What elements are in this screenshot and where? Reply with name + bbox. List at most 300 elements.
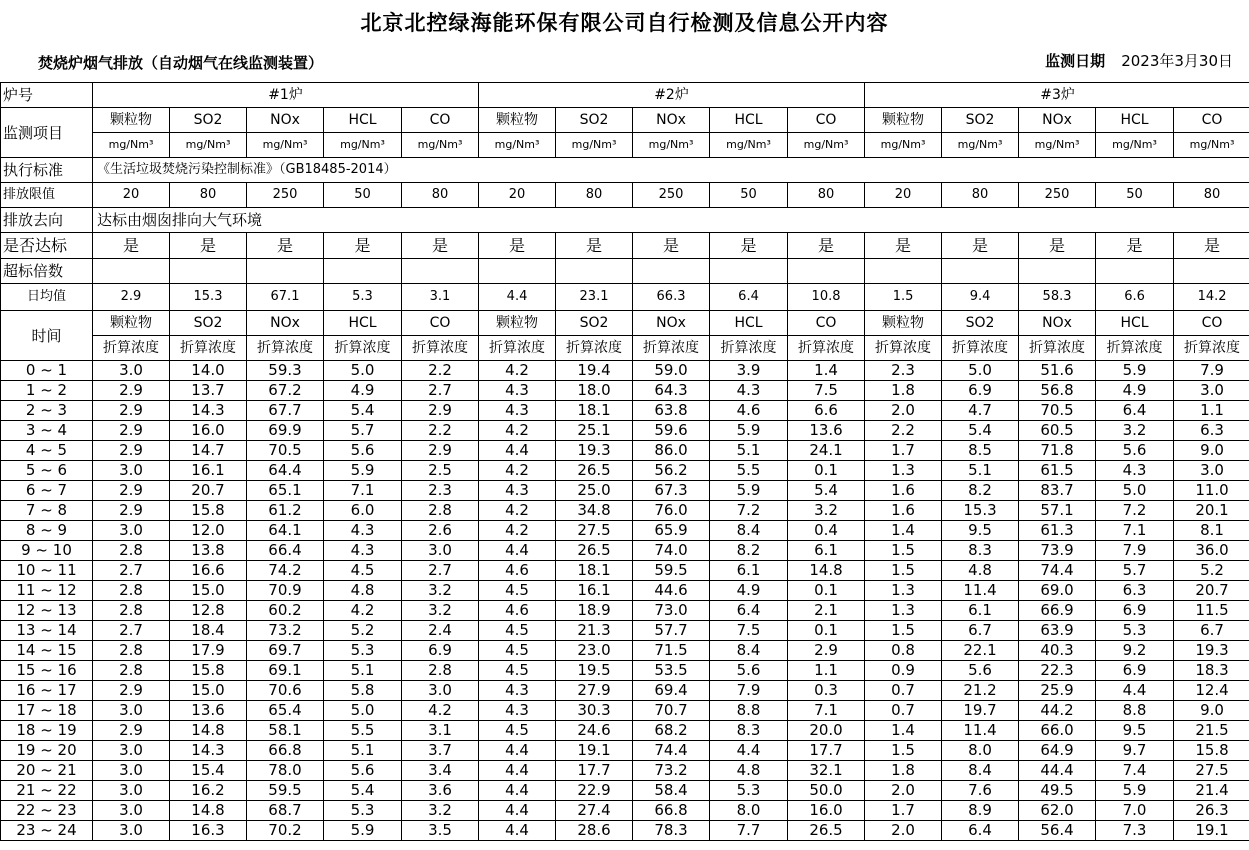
limit-value: 80 [556, 183, 633, 208]
value-cell: 14.7 [170, 441, 247, 461]
item-subheader: SO2 [556, 311, 633, 336]
converted-label: 折算浓度 [93, 336, 170, 361]
value-cell: 1.1 [788, 661, 865, 681]
value-cell: 4.9 [710, 581, 788, 601]
exceed-value [942, 259, 1019, 284]
value-cell: 2.8 [93, 661, 170, 681]
value-cell: 11.4 [942, 721, 1019, 741]
value-cell: 53.5 [633, 661, 710, 681]
limit-value: 80 [1174, 183, 1249, 208]
item-header: HCL [324, 108, 402, 133]
value-cell: 4.3 [479, 681, 556, 701]
value-cell: 70.5 [247, 441, 324, 461]
table-row [1, 401, 1249, 421]
value-cell: 4.3 [479, 481, 556, 501]
exceed-value [479, 259, 556, 284]
compliant-value: 是 [556, 233, 633, 259]
furnace-row-label: 炉号 [1, 83, 93, 108]
value-cell: 3.1 [402, 721, 479, 741]
value-cell: 8.5 [942, 441, 1019, 461]
table-row [1, 621, 1249, 641]
value-cell: 73.9 [1019, 541, 1096, 561]
value-cell: 5.9 [324, 461, 402, 481]
value-cell: 59.5 [633, 561, 710, 581]
value-cell: 8.2 [942, 481, 1019, 501]
page-title: 北京北控绿海能环保有限公司自行检测及信息公开内容 [360, 10, 889, 35]
time-cell: 3 ~ 4 [1, 421, 93, 441]
time-header: 时间 [1, 311, 93, 361]
value-cell: 6.1 [710, 561, 788, 581]
table-row [1, 521, 1249, 541]
value-cell: 9.0 [1174, 701, 1249, 721]
compliant-value: 是 [865, 233, 942, 259]
value-cell: 2.9 [402, 441, 479, 461]
value-cell: 74.0 [633, 541, 710, 561]
value-cell: 8.3 [710, 721, 788, 741]
item-header: NOx [1019, 108, 1096, 133]
table-row [1, 601, 1249, 621]
item-subheader: NOx [247, 311, 324, 336]
value-cell: 5.5 [324, 721, 402, 741]
unit-cell: mg/Nm³ [1096, 133, 1174, 158]
unit-cell: mg/Nm³ [479, 133, 556, 158]
value-cell: 44.2 [1019, 701, 1096, 721]
value-cell: 11.5 [1174, 601, 1249, 621]
exceed-value [170, 259, 247, 284]
table-row [1, 781, 1249, 801]
value-cell: 9.2 [1096, 641, 1174, 661]
value-cell: 4.2 [479, 501, 556, 521]
converted-label: 折算浓度 [1174, 336, 1249, 361]
value-cell: 5.4 [788, 481, 865, 501]
value-cell: 64.3 [633, 381, 710, 401]
value-cell: 15.8 [170, 501, 247, 521]
value-cell: 5.1 [324, 741, 402, 761]
value-cell: 2.7 [402, 381, 479, 401]
value-cell: 4.5 [324, 561, 402, 581]
value-cell: 12.0 [170, 521, 247, 541]
value-cell: 5.2 [1174, 561, 1249, 581]
value-cell: 7.9 [710, 681, 788, 701]
value-cell: 6.4 [1096, 401, 1174, 421]
value-cell: 4.3 [1096, 461, 1174, 481]
value-cell: 4.4 [479, 781, 556, 801]
compliant-value: 是 [1096, 233, 1174, 259]
value-cell: 60.5 [1019, 421, 1096, 441]
item-header: 颗粒物 [865, 108, 942, 133]
value-cell: 67.7 [247, 401, 324, 421]
value-cell: 66.4 [247, 541, 324, 561]
value-cell: 5.9 [324, 821, 402, 841]
value-cell: 4.3 [324, 521, 402, 541]
value-cell: 4.4 [479, 441, 556, 461]
time-cell: 17 ~ 18 [1, 701, 93, 721]
value-cell: 14.3 [170, 741, 247, 761]
value-cell: 3.6 [402, 781, 479, 801]
item-header: CO [402, 108, 479, 133]
value-cell: 4.5 [479, 621, 556, 641]
value-cell: 1.1 [1174, 401, 1249, 421]
item-subheader: SO2 [942, 311, 1019, 336]
value-cell: 5.9 [710, 481, 788, 501]
value-cell: 5.0 [942, 361, 1019, 381]
value-cell: 65.1 [247, 481, 324, 501]
value-cell: 4.4 [479, 761, 556, 781]
unit-cell: mg/Nm³ [402, 133, 479, 158]
value-cell: 63.8 [633, 401, 710, 421]
item-subheader: HCL [710, 311, 788, 336]
value-cell: 4.2 [479, 461, 556, 481]
item-header: SO2 [556, 108, 633, 133]
value-cell: 1.6 [865, 501, 942, 521]
monitoring-date [1045, 50, 1233, 71]
table-row [1, 661, 1249, 681]
value-cell: 3.0 [93, 761, 170, 781]
unit-cell: mg/Nm³ [633, 133, 710, 158]
value-cell: 5.4 [324, 781, 402, 801]
value-cell: 2.3 [402, 481, 479, 501]
value-cell: 15.3 [942, 501, 1019, 521]
value-cell: 5.6 [324, 761, 402, 781]
value-cell: 8.0 [710, 801, 788, 821]
value-cell: 5.0 [1096, 481, 1174, 501]
item-subheader: HCL [1096, 311, 1174, 336]
value-cell: 1.7 [865, 801, 942, 821]
table-row [1, 461, 1249, 481]
value-cell: 44.4 [1019, 761, 1096, 781]
time-cell: 2 ~ 3 [1, 401, 93, 421]
value-cell: 7.5 [710, 621, 788, 641]
value-cell: 25.0 [556, 481, 633, 501]
value-cell: 18.3 [1174, 661, 1249, 681]
value-cell: 20.7 [170, 481, 247, 501]
value-cell: 66.8 [633, 801, 710, 821]
value-cell: 40.3 [1019, 641, 1096, 661]
value-cell: 68.7 [247, 801, 324, 821]
value-cell: 2.9 [93, 441, 170, 461]
table-row [1, 761, 1249, 781]
value-cell: 66.0 [1019, 721, 1096, 741]
value-cell: 5.9 [1096, 361, 1174, 381]
value-cell: 1.7 [865, 441, 942, 461]
value-cell: 4.9 [324, 381, 402, 401]
value-cell: 8.8 [1096, 701, 1174, 721]
value-cell: 4.4 [479, 821, 556, 841]
value-cell: 5.4 [324, 401, 402, 421]
value-cell: 2.0 [865, 821, 942, 841]
value-cell: 74.4 [1019, 561, 1096, 581]
value-cell: 9.5 [942, 521, 1019, 541]
table-row [1, 821, 1249, 841]
value-cell: 22.9 [556, 781, 633, 801]
time-cell: 21 ~ 22 [1, 781, 93, 801]
value-cell: 5.9 [1096, 781, 1174, 801]
item-header: HCL [1096, 108, 1174, 133]
value-cell: 61.5 [1019, 461, 1096, 481]
furnace-1-header: #1炉 [93, 83, 479, 108]
value-cell: 6.9 [402, 641, 479, 661]
converted-label: 折算浓度 [479, 336, 556, 361]
value-cell: 2.8 [93, 541, 170, 561]
value-cell: 5.8 [324, 681, 402, 701]
compliant-value: 是 [633, 233, 710, 259]
value-cell: 3.0 [93, 741, 170, 761]
value-cell: 59.5 [247, 781, 324, 801]
value-cell: 19.1 [556, 741, 633, 761]
value-cell: 5.6 [1096, 441, 1174, 461]
daily-avg-value: 9.4 [942, 284, 1019, 311]
value-cell: 0.8 [865, 641, 942, 661]
limit-value: 250 [247, 183, 324, 208]
limit-value: 80 [402, 183, 479, 208]
value-cell: 1.4 [788, 361, 865, 381]
value-cell: 64.1 [247, 521, 324, 541]
exceed-value [1174, 259, 1249, 284]
value-cell: 21.2 [942, 681, 1019, 701]
daily-avg-value: 3.1 [402, 284, 479, 311]
table-row [1, 381, 1249, 401]
daily-avg-value: 10.8 [788, 284, 865, 311]
value-cell: 32.1 [788, 761, 865, 781]
value-cell: 4.3 [479, 401, 556, 421]
value-cell: 16.0 [170, 421, 247, 441]
item-subheader: 颗粒物 [479, 311, 556, 336]
time-cell: 14 ~ 15 [1, 641, 93, 661]
value-cell: 14.3 [170, 401, 247, 421]
converted-label: 折算浓度 [556, 336, 633, 361]
value-cell: 7.7 [710, 821, 788, 841]
item-subheader: CO [788, 311, 865, 336]
item-header: NOx [633, 108, 710, 133]
value-cell: 27.4 [556, 801, 633, 821]
value-cell: 11.4 [942, 581, 1019, 601]
converted-label: 折算浓度 [1019, 336, 1096, 361]
value-cell: 4.5 [479, 721, 556, 741]
value-cell: 2.9 [93, 501, 170, 521]
value-cell: 62.0 [1019, 801, 1096, 821]
value-cell: 2.7 [93, 561, 170, 581]
exceed-value [1019, 259, 1096, 284]
value-cell: 0.4 [788, 521, 865, 541]
value-cell: 19.1 [1174, 821, 1249, 841]
value-cell: 24.1 [788, 441, 865, 461]
value-cell: 7.9 [1096, 541, 1174, 561]
value-cell: 1.8 [865, 761, 942, 781]
value-cell: 22.1 [942, 641, 1019, 661]
value-cell: 68.2 [633, 721, 710, 741]
compliant-value: 是 [247, 233, 324, 259]
value-cell: 2.9 [402, 401, 479, 421]
value-cell: 8.3 [942, 541, 1019, 561]
value-cell: 3.2 [1096, 421, 1174, 441]
exceed-value [402, 259, 479, 284]
value-cell: 2.9 [93, 481, 170, 501]
value-cell: 2.3 [865, 361, 942, 381]
value-cell: 2.1 [788, 601, 865, 621]
time-cell: 11 ~ 12 [1, 581, 93, 601]
item-subheader: 颗粒物 [865, 311, 942, 336]
value-cell: 44.6 [633, 581, 710, 601]
value-cell: 16.0 [788, 801, 865, 821]
value-cell: 4.4 [479, 801, 556, 821]
value-cell: 23.0 [556, 641, 633, 661]
value-cell: 2.6 [402, 521, 479, 541]
value-cell: 65.4 [247, 701, 324, 721]
table-row [1, 581, 1249, 601]
converted-label: 折算浓度 [324, 336, 402, 361]
compliant-value: 是 [324, 233, 402, 259]
value-cell: 0.1 [788, 621, 865, 641]
value-cell: 8.4 [710, 521, 788, 541]
value-cell: 2.4 [402, 621, 479, 641]
value-cell: 69.4 [633, 681, 710, 701]
value-cell: 3.0 [1174, 461, 1249, 481]
item-header: NOx [247, 108, 324, 133]
value-cell: 73.2 [633, 761, 710, 781]
daily-avg-row-label: 日均值 [1, 284, 93, 311]
value-cell: 1.6 [865, 481, 942, 501]
value-cell: 66.9 [1019, 601, 1096, 621]
daily-avg-value: 58.3 [1019, 284, 1096, 311]
value-cell: 51.6 [1019, 361, 1096, 381]
value-cell: 76.0 [633, 501, 710, 521]
value-cell: 69.0 [1019, 581, 1096, 601]
value-cell: 14.8 [788, 561, 865, 581]
value-cell: 27.5 [556, 521, 633, 541]
value-cell: 19.5 [556, 661, 633, 681]
value-cell: 56.4 [1019, 821, 1096, 841]
table-row [1, 541, 1249, 561]
value-cell: 3.2 [402, 601, 479, 621]
value-cell: 5.0 [324, 701, 402, 721]
value-cell: 4.3 [324, 541, 402, 561]
time-cell: 9 ~ 10 [1, 541, 93, 561]
value-cell: 11.0 [1174, 481, 1249, 501]
time-cell: 6 ~ 7 [1, 481, 93, 501]
value-cell: 4.8 [324, 581, 402, 601]
value-cell: 69.1 [247, 661, 324, 681]
unit-cell: mg/Nm³ [1019, 133, 1096, 158]
table-row [1, 721, 1249, 741]
value-cell: 4.2 [402, 701, 479, 721]
value-cell: 78.0 [247, 761, 324, 781]
time-cell: 19 ~ 20 [1, 741, 93, 761]
value-cell: 0.1 [788, 581, 865, 601]
compliant-row-label: 是否达标 [1, 233, 93, 259]
value-cell: 2.8 [93, 641, 170, 661]
item-header: 颗粒物 [479, 108, 556, 133]
value-cell: 0.1 [788, 461, 865, 481]
time-cell: 16 ~ 17 [1, 681, 93, 701]
value-cell: 18.1 [556, 561, 633, 581]
value-cell: 4.3 [479, 381, 556, 401]
value-cell: 20.0 [788, 721, 865, 741]
converted-label: 折算浓度 [942, 336, 1019, 361]
value-cell: 6.4 [942, 821, 1019, 841]
value-cell: 50.0 [788, 781, 865, 801]
value-cell: 7.0 [1096, 801, 1174, 821]
exceed-value [865, 259, 942, 284]
item-subheader: NOx [1019, 311, 1096, 336]
value-cell: 7.9 [1174, 361, 1249, 381]
item-subheader: NOx [633, 311, 710, 336]
value-cell: 6.9 [1096, 601, 1174, 621]
value-cell: 4.9 [1096, 381, 1174, 401]
value-cell: 5.6 [942, 661, 1019, 681]
item-subheader: SO2 [170, 311, 247, 336]
value-cell: 64.4 [247, 461, 324, 481]
value-cell: 5.1 [942, 461, 1019, 481]
value-cell: 3.0 [93, 701, 170, 721]
value-cell: 57.7 [633, 621, 710, 641]
value-cell: 14.0 [170, 361, 247, 381]
value-cell: 21.5 [1174, 721, 1249, 741]
value-cell: 1.5 [865, 741, 942, 761]
limit-value: 80 [788, 183, 865, 208]
value-cell: 13.6 [170, 701, 247, 721]
value-cell: 19.4 [556, 361, 633, 381]
table-row [1, 801, 1249, 821]
compliant-value: 是 [710, 233, 788, 259]
limit-value: 50 [324, 183, 402, 208]
time-cell: 8 ~ 9 [1, 521, 93, 541]
value-cell: 2.9 [788, 641, 865, 661]
time-cell: 7 ~ 8 [1, 501, 93, 521]
value-cell: 3.0 [93, 361, 170, 381]
item-header: SO2 [942, 108, 1019, 133]
time-cell: 13 ~ 14 [1, 621, 93, 641]
value-cell: 7.1 [1096, 521, 1174, 541]
value-cell: 4.6 [710, 401, 788, 421]
value-cell: 71.8 [1019, 441, 1096, 461]
value-cell: 61.3 [1019, 521, 1096, 541]
value-cell: 67.2 [247, 381, 324, 401]
value-cell: 3.2 [788, 501, 865, 521]
value-cell: 3.0 [1174, 381, 1249, 401]
value-cell: 2.0 [865, 781, 942, 801]
value-cell: 3.0 [93, 801, 170, 821]
item-header: SO2 [170, 108, 247, 133]
value-cell: 5.1 [324, 661, 402, 681]
value-cell: 20.1 [1174, 501, 1249, 521]
time-cell: 23 ~ 24 [1, 821, 93, 841]
value-cell: 4.8 [942, 561, 1019, 581]
daily-avg-value: 23.1 [556, 284, 633, 311]
value-cell: 9.5 [1096, 721, 1174, 741]
furnace-3-header: #3炉 [865, 83, 1249, 108]
compliant-value: 是 [788, 233, 865, 259]
compliant-value: 是 [1174, 233, 1249, 259]
value-cell: 16.6 [170, 561, 247, 581]
value-cell: 16.1 [170, 461, 247, 481]
value-cell: 12.4 [1174, 681, 1249, 701]
unit-cell: mg/Nm³ [710, 133, 788, 158]
value-cell: 56.2 [633, 461, 710, 481]
value-cell: 8.4 [942, 761, 1019, 781]
value-cell: 2.8 [93, 581, 170, 601]
time-cell: 20 ~ 21 [1, 761, 93, 781]
value-cell: 25.1 [556, 421, 633, 441]
value-cell: 4.8 [710, 761, 788, 781]
value-cell: 5.3 [324, 641, 402, 661]
value-cell: 26.5 [788, 821, 865, 841]
value-cell: 22.3 [1019, 661, 1096, 681]
value-cell: 4.2 [324, 601, 402, 621]
value-cell: 67.3 [633, 481, 710, 501]
value-cell: 65.9 [633, 521, 710, 541]
value-cell: 8.2 [710, 541, 788, 561]
value-cell: 30.3 [556, 701, 633, 721]
